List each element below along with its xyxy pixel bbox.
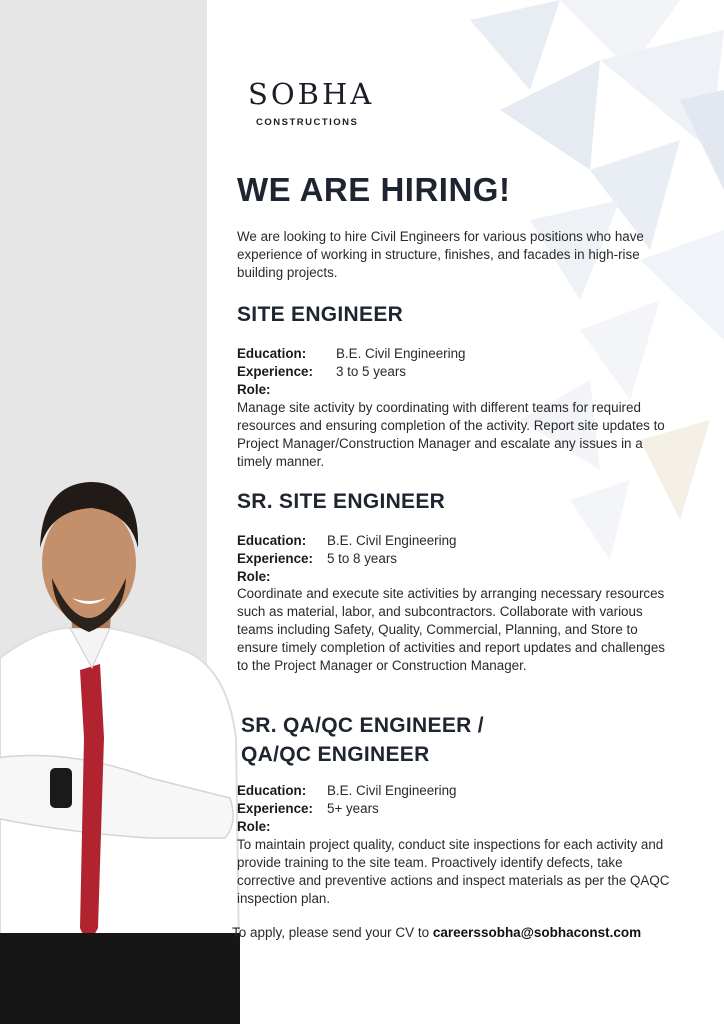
job-meta-qaqc-engineer: [237, 782, 457, 836]
education-value: B.E. Civil Engineering: [327, 533, 457, 548]
engineer-photo: [0, 478, 240, 1024]
apply-email-link[interactable]: careerssobha@sobhaconst.com: [432, 925, 642, 940]
role-description: To maintain project quality, conduct site inspections for each activity and provide training to the site team. Proactively identify defects, take corrective and preventive actions and inspect materials as per the QAQC inspection plan.: [237, 837, 670, 906]
education-value: B.E. Civil Engineering: [327, 783, 457, 798]
education-value: B.E. Civil Engineering: [336, 346, 466, 361]
apply-instruction: To apply, please send your CV to: [232, 925, 430, 940]
experience-value: 5 to 8 years: [327, 551, 397, 566]
role-label: Role:: [237, 382, 271, 397]
brand-logo-tagline: CONSTRUCTIONS: [256, 117, 359, 128]
role-description: Coordinate and execute site activities by arranging necessary resources such as material, labor, and subcontractors. Collaborate with various teams including Safety, Quality, Commercial, Planning, and Store to ensure timely completion of activities and report updates and challenges to the Project Manager or Construction Manager.: [237, 586, 666, 673]
role-description: Manage site activity by coordinating with different teams for required resources and ensuring completion of the activity. Report site updates to Project Manager/Construction Manager and escalate any issues in a timely manner.: [237, 400, 665, 469]
experience-row: [237, 363, 466, 381]
experience-label: Experience:: [237, 801, 313, 816]
apply-footer: [232, 925, 641, 940]
education-row: [237, 345, 466, 363]
experience-row: [237, 550, 457, 568]
education-row: [237, 532, 457, 550]
experience-value: 5+ years: [327, 801, 379, 816]
job-meta-sr-site-engineer: [237, 532, 457, 586]
role-row: [237, 381, 466, 399]
job-title-qaqc-engineer-line-2: QA/QC ENGINEER: [241, 743, 430, 766]
experience-label: Experience:: [237, 551, 313, 566]
role-row: [237, 568, 457, 586]
job-title-sr-site-engineer: SR. SITE ENGINEER: [237, 490, 446, 513]
page-title: WE ARE HIRING!: [237, 171, 511, 208]
role-row: [237, 818, 457, 836]
job-title-site-engineer: SITE ENGINEER: [237, 303, 404, 326]
role-label: Role:: [237, 569, 271, 584]
education-label: Education:: [237, 346, 307, 361]
intro-paragraph: We are looking to hire Civil Engineers for various positions who have experience of working in structure, finishes, and facades in high-rise building projects.: [237, 229, 644, 280]
experience-row: [237, 800, 457, 818]
education-row: [237, 782, 457, 800]
education-label: Education:: [237, 783, 307, 798]
job-meta-site-engineer: [237, 345, 466, 399]
job-title-qaqc-engineer-line-1: SR. QA/QC ENGINEER /: [241, 714, 484, 737]
education-label: Education:: [237, 533, 307, 548]
experience-label: Experience:: [237, 364, 313, 379]
experience-value: 3 to 5 years: [336, 364, 406, 379]
role-label: Role:: [237, 819, 271, 834]
brand-logo-name: SOBHA: [248, 77, 375, 111]
